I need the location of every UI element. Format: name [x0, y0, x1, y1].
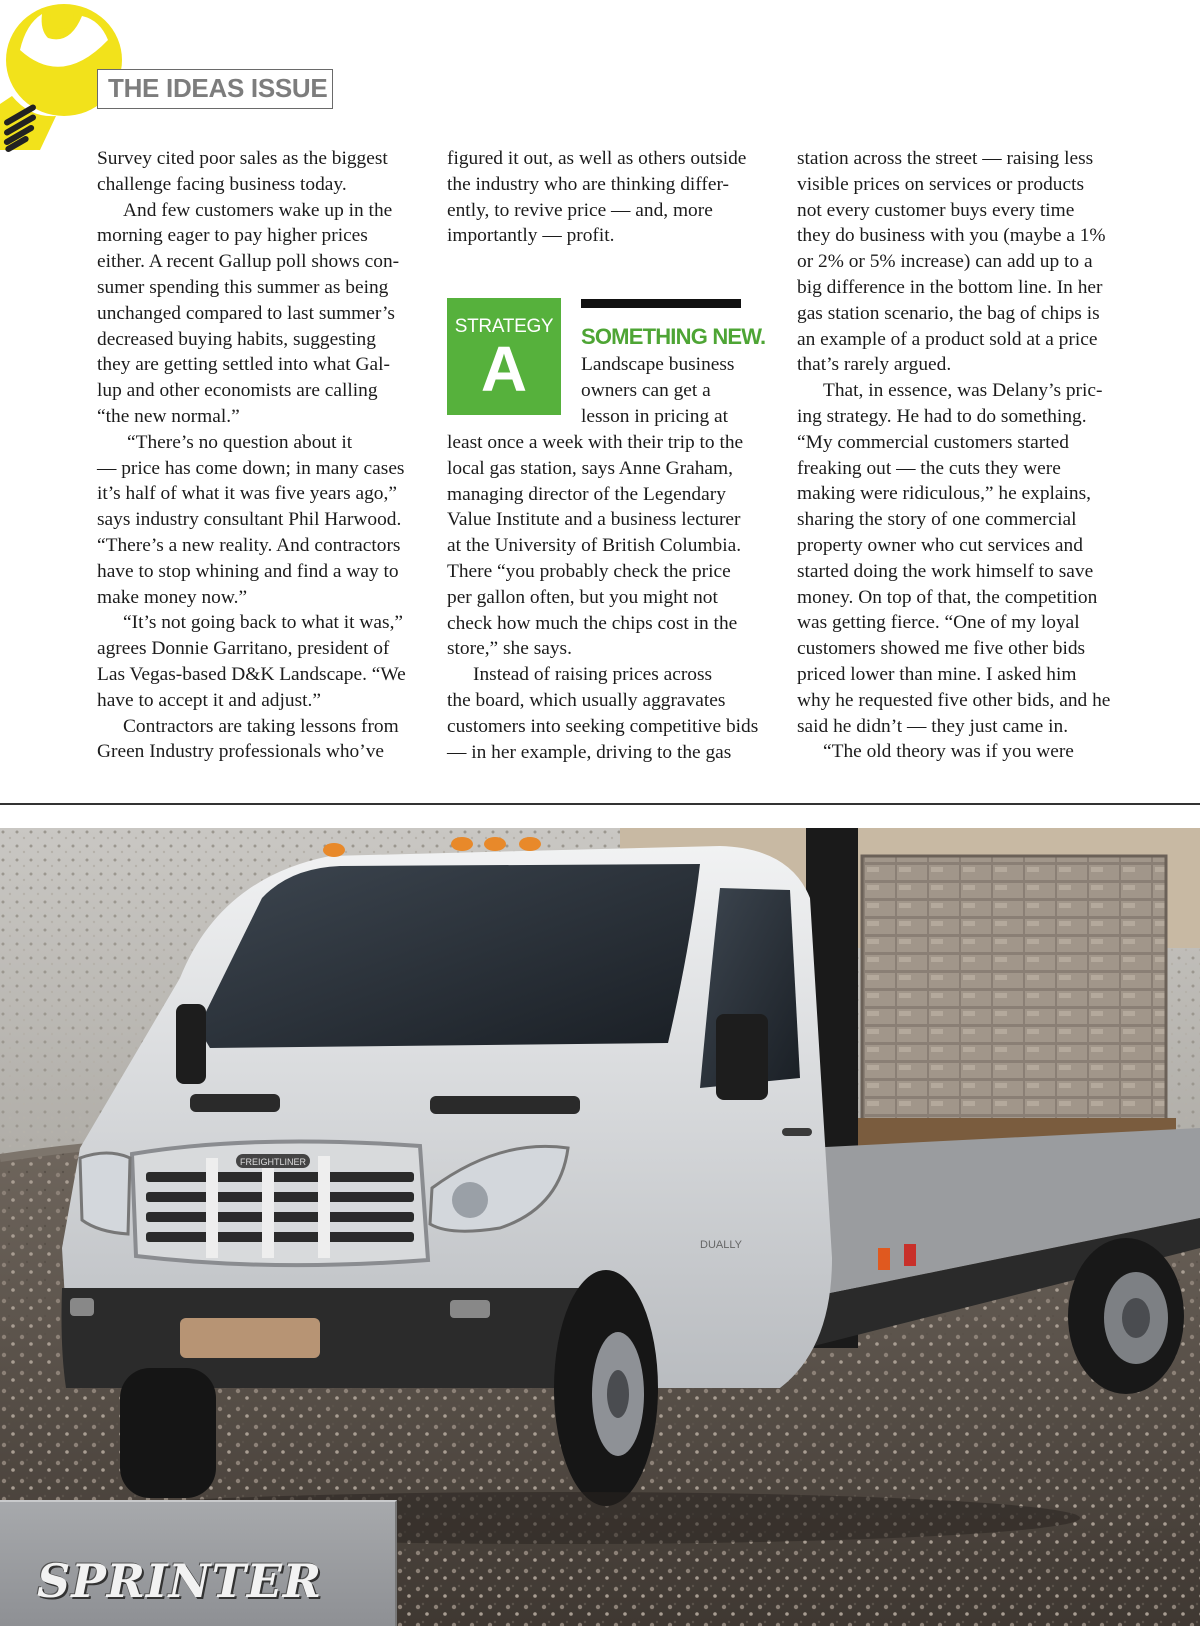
- strategy-letter: A: [480, 333, 528, 405]
- text-line: at the University of British Columbia.: [447, 535, 742, 557]
- text-line: property owner who cut services and: [797, 534, 1083, 556]
- article-column-2: [447, 146, 777, 249]
- text-line: making were ridiculous,” he explains,: [797, 483, 1092, 505]
- text-line: sharing the story of one commercial: [797, 509, 1077, 531]
- text-line: There “you probably check the price: [447, 560, 731, 582]
- text-line: make money now.”: [97, 586, 248, 608]
- text-line: the industry who are thinking differ-: [447, 173, 729, 195]
- strategy-heading: SOMETHING NEW.: [581, 324, 766, 349]
- text-line: ently, to revive price — and, more: [447, 199, 713, 221]
- strategy-badge: [447, 298, 561, 415]
- text-line: have to stop whining and find a way to: [97, 560, 399, 582]
- text-line: Value Institute and a business lecturer: [447, 509, 741, 531]
- text-line: unchanged compared to last summer’s: [97, 302, 395, 324]
- text-line: store,” she says.: [447, 638, 572, 660]
- text-line: Green Industry professionals who’ve: [97, 741, 385, 763]
- text-line: an example of a product sold at a price: [797, 328, 1098, 350]
- strategy-lead-text: [581, 352, 751, 429]
- text-line: “the new normal.”: [97, 405, 240, 427]
- text-line: check how much the chips cost in the: [447, 612, 738, 634]
- text-line: they are getting settled into what Gal-: [97, 354, 390, 376]
- brand-wordmark: SPRINTER: [37, 1554, 323, 1608]
- text-line: “The old theory was if you were: [823, 741, 1074, 763]
- text-line: — price has come down; in many cases: [97, 457, 405, 479]
- text-line: decreased buying habits, suggesting: [97, 328, 376, 350]
- text-line: money. On top of that, the competition: [797, 586, 1098, 608]
- text-line: least once a week with their trip to the: [447, 432, 744, 453]
- article-column-1: [97, 146, 427, 765]
- text-line: it’s half of what it was five years ago,”: [97, 483, 397, 505]
- text-line: started doing the work himself to save: [797, 560, 1094, 582]
- text-line: priced lower than mine. I asked him: [797, 663, 1077, 685]
- article-column-2-continued: [447, 430, 777, 765]
- text-line: “There’s a new reality. And contractors: [97, 534, 401, 556]
- text-line: local gas station, says Anne Graham,: [447, 457, 733, 479]
- text-line: “My commercial customers started: [797, 431, 1069, 453]
- strategy-label: STRATEGY: [454, 316, 554, 337]
- text-line: importantly — profit.: [447, 225, 615, 247]
- text-line: visible prices on services or products: [797, 173, 1085, 195]
- text-line: not every customer buys every time: [797, 199, 1075, 221]
- text-line: — in her example, driving to the gas: [447, 741, 732, 763]
- text-line: station across the street — raising less: [797, 148, 1094, 169]
- text-line: Landscape business: [581, 354, 735, 375]
- text-line: Instead of raising prices across: [473, 664, 713, 686]
- text-line: challenge facing business today.: [97, 173, 347, 195]
- text-line: big difference in the bottom line. In her: [797, 276, 1103, 298]
- text-line: they do business with you (maybe a 1%: [797, 225, 1106, 247]
- text-line: Las Vegas-based D&K Landscape. “We: [97, 663, 406, 685]
- text-line: per gallon often, but you might not: [447, 586, 718, 608]
- text-line: the board, which usually aggravates: [447, 689, 726, 711]
- text-line: or 2% or 5% increase) can add up to a: [797, 251, 1093, 273]
- text-line: freaking out — the cuts they were: [797, 457, 1061, 479]
- door-badge-text: DUALLY: [700, 1239, 742, 1251]
- text-line: morning eager to pay higher prices: [97, 225, 368, 247]
- grille-badge-text: FREIGHTLINER: [239, 1157, 307, 1167]
- text-line: either. A recent Gallup poll shows con-: [97, 251, 400, 273]
- text-line: “It’s not going back to what it was,”: [123, 612, 404, 634]
- text-line: Contractors are taking lessons from: [123, 715, 399, 737]
- text-line: ing strategy. He had to do something.: [797, 405, 1087, 427]
- text-line: that’s rarely argued.: [797, 354, 952, 376]
- text-line: agrees Donnie Garritano, president of: [97, 638, 390, 660]
- text-line: have to accept it and adjust.”: [97, 689, 321, 711]
- text-line: managing director of the Legendary: [447, 483, 726, 505]
- text-line: sumer spending this summer as being: [97, 276, 389, 298]
- section-divider: [0, 803, 1200, 805]
- text-line: And few customers wake up in the: [123, 199, 393, 221]
- text-line: lup and other economists are calling: [97, 380, 378, 402]
- text-line: owners can get a: [581, 379, 711, 401]
- text-line: figured it out, as well as others outside: [447, 148, 747, 169]
- text-line: lesson in pricing at: [581, 405, 729, 427]
- sprinter-badge: [0, 1500, 397, 1626]
- text-line: said he didn’t — they just came in.: [797, 715, 1069, 737]
- text-line: why he requested five other bids, and he: [797, 689, 1111, 711]
- text-line: customers showed me five other bids: [797, 638, 1086, 660]
- text-line: customers into seeking competitive bids: [447, 715, 759, 737]
- article-column-3: [797, 146, 1132, 765]
- text-line: Survey cited poor sales as the biggest: [97, 148, 388, 169]
- text-line: “There’s no question about it: [127, 431, 353, 453]
- text-line: That, in essence, was Delany’s pric-: [823, 380, 1103, 402]
- text-line: says industry consultant Phil Harwood.: [97, 509, 402, 531]
- heading-rule: [581, 299, 741, 308]
- text-line: gas station scenario, the bag of chips is: [797, 302, 1100, 324]
- text-line: was getting fierce. “One of my loyal: [797, 612, 1080, 634]
- section-label: THE IDEAS ISSUE: [97, 69, 333, 109]
